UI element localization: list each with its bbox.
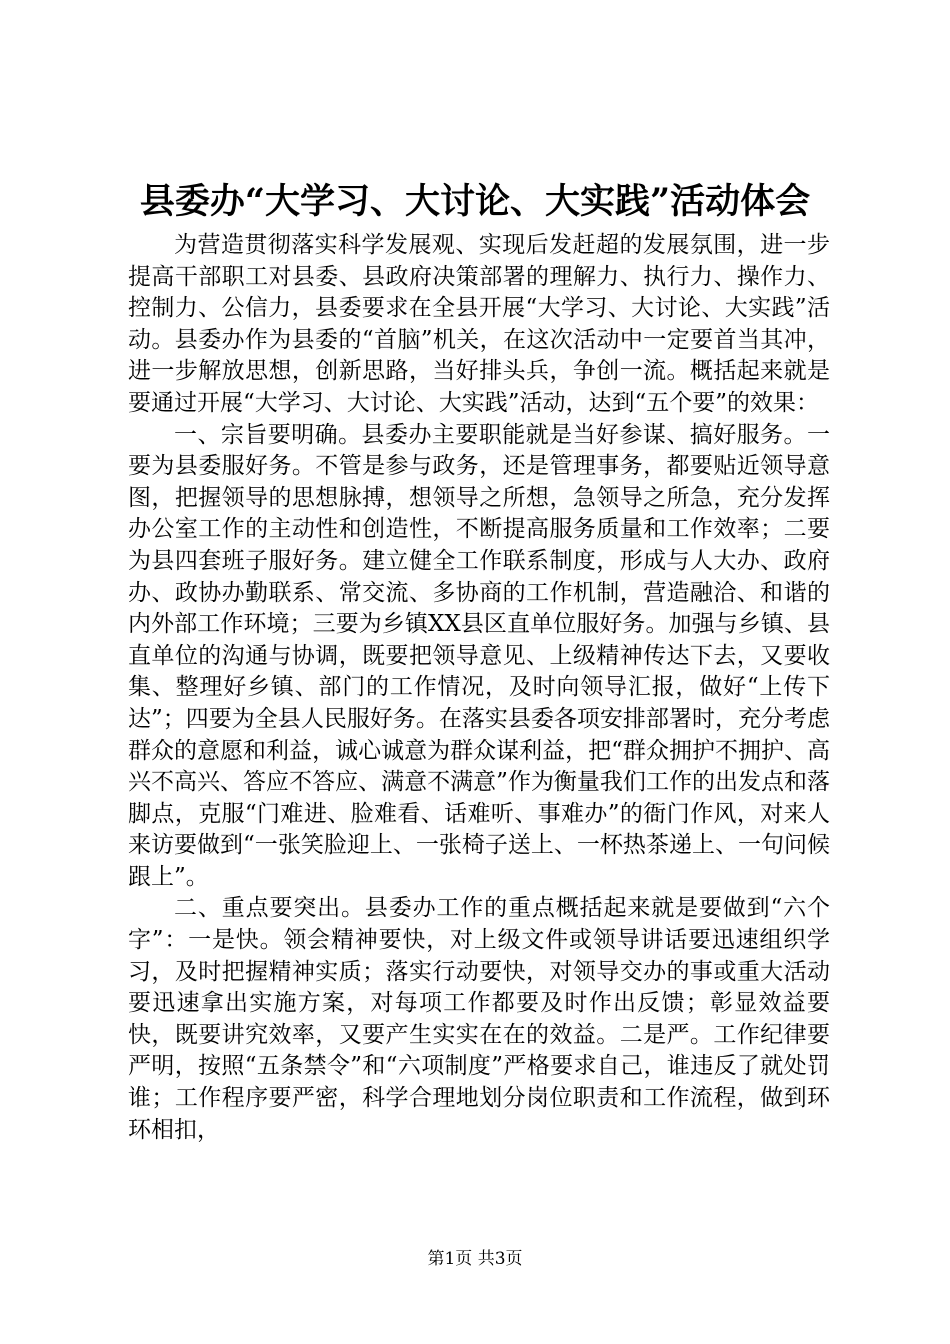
page-footer: 第1页 共3页 bbox=[427, 1249, 523, 1269]
paragraph-intro: 为营造贯彻落实科学发展观、实现后发赶超的发展氛围，进一步提高干部职工对县委、县政府决策部署的理解力、执行力、操作力、控制力、公信力，县委要求在全县开展“大学习、大讨论、大实践”活动。县委办作为县委的“首脑”机关，在这次活动中一定要首当其冲，进一步解放思想，创新思路，当好排头兵，争创一流。概括起来就是要通过开展“大学习、大讨论、大实践”活动，达到“五个要”的效果： bbox=[128, 232, 830, 416]
document-body bbox=[128, 230, 830, 1146]
paragraph-section-2: 二、重点要突出。县委办工作的重点概括起来就是要做到“六个字”：一是快。领会精神要快，对上级文件或领导讲话要迅速组织学习，及时把握精神实质；落实行动要快，对领导交办的事或重大活动要迅速拿出实施方案，对每项工作都要及时作出反馈；彰显效益要快，既要讲究效率，又要产生实实在在的效益。二是严。工作纪律要严明，按照“五条禁令”和“六项制度”严格要求自己，谁违反了就处罚谁；工作程序要严密，科学合理地划分岗位职责和工作流程，做到环环相扣， bbox=[128, 895, 830, 1143]
paragraph-section-1: 一、宗旨要明确。县委办主要职能就是当好参谋、搞好服务。一要为县委服好务。不管是参与政务，还是管理事务，都要贴近领导意图，把握领导的思想脉搏，想领导之所想，急领导之所急，充分发挥办公室工作的主动性和创造性，不断提高服务质量和工作效率；二要为县四套班子服好务。建立健全工作联系制度，形成与人大办、政府办、政协办勤联系、常交流、多协商的工作机制，营造融洽、和谐的内外部工作环境；三要为乡镇XX县区直单位服好务。加强与乡镇、县直单位的沟通与协调，既要把领导意见、上级精神传达下去，又要收集、整理好乡镇、部门的工作情况，及时向领导汇报，做好“上传下达”；四要为全县人民服好务。在落实县委各项安排部署时，充分考虑群众的意愿和利益，诚心诚意为群众谋利益，把“群众拥护不拥护、高兴不高兴、答应不答应、满意不满意”作为衡量我们工作的出发点和落脚点，克服“门难进、脸难看、话难听、事难办”的衙门作风，对来人来访要做到“一张笑脸迎上、一张椅子送上、一杯热茶递上、一句问候跟上”。 bbox=[128, 421, 830, 890]
document-title: 县委办“大学习、大讨论、大实践”活动体会 bbox=[139, 181, 811, 222]
